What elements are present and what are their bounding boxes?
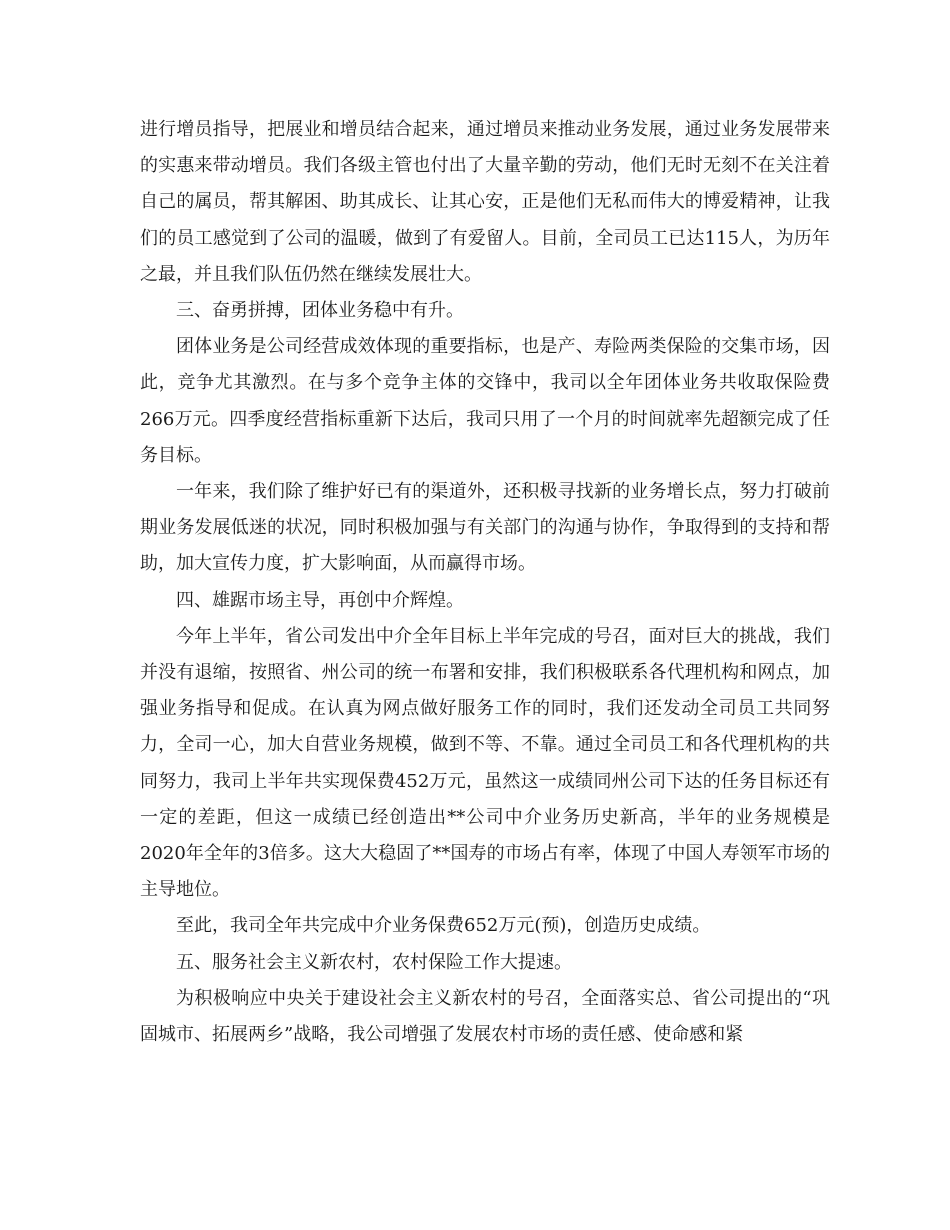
section-heading-4: 四、雄踞市场主导，再创中介辉煌。 — [176, 589, 464, 611]
paragraph-4: 一年来，我们除了维护好已有的渠道外，还积极寻找新的业务增长点，努力打破前期业务发展低迷的状况，同时积极加强与有关部门的沟通与协作，争取得到的支持和帮助，加大宣传力度，扩大影响面，从而赢得市场。 — [140, 481, 830, 575]
document-body — [140, 112, 830, 1053]
paragraph-9: 为积极响应中央关于建设社会主义新农村的号召，全面落实总、省公司提出的“巩固城市、拓展两乡”战略，我公司增强了发展农村市场的责任感、使命感和紧 — [140, 987, 830, 1046]
paragraph-3: 团体业务是公司经营成效体现的重要指标，也是产、寿险两类保险的交集市场，因此，竞争尤其激烈。在与多个竞争主体的交锋中，我司以全年团体业务共收取保险费266万元。四季度经营指标重新下达后，我司只用了一个月的时间就率先超额完成了任务目标。 — [140, 336, 830, 466]
paragraph-7: 至此，我司全年共完成中介业务保费652万元(预)，创造历史成绩。 — [176, 915, 711, 937]
section-heading-3: 三、奋勇拼搏，团体业务稳中有升。 — [176, 300, 464, 322]
paragraph-1: 进行增员指导，把展业和增员结合起来，通过增员来推动业务发展，通过业务发展带来的实惠来带动增员。我们各级主管也付出了大量辛勤的劳动，他们无时无刻不在关注着自己的属员，帮其解困、助其成长、让其心安，正是他们无私而伟大的博爱精神，让我们的员工感觉到了公司的温暖，做到了有爱留人。目前，全司员工已达115人，为历年之最，并且我们队伍仍然在继续发展壮大。 — [140, 119, 830, 285]
paragraph-6: 今年上半年，省公司发出中介全年目标上半年完成的号召，面对巨大的挑战，我们并没有退缩，按照省、州公司的统一布署和安排，我们积极联系各代理机构和网点，加强业务指导和促成。在认真为网点做好服务工作的同时，我们还发动全司员工共同努力，全司一心，加大自营业务规模，做到不等、不靠。通过全司员工和各代理机构的共同努力，我司上半年共实现保费452万元，虽然这一成绩同州公司下达的任务目标还有一定的差距，但这一成绩已经创造出**公司中介业务历史新高，半年的业务规模是2020年全年的3倍多。这大大稳固了**国寿的市场占有率，体现了中国人寿领军市场的主导地位。 — [140, 625, 830, 901]
section-heading-5: 五、服务社会主义新农村，农村保险工作大提速。 — [176, 951, 572, 973]
